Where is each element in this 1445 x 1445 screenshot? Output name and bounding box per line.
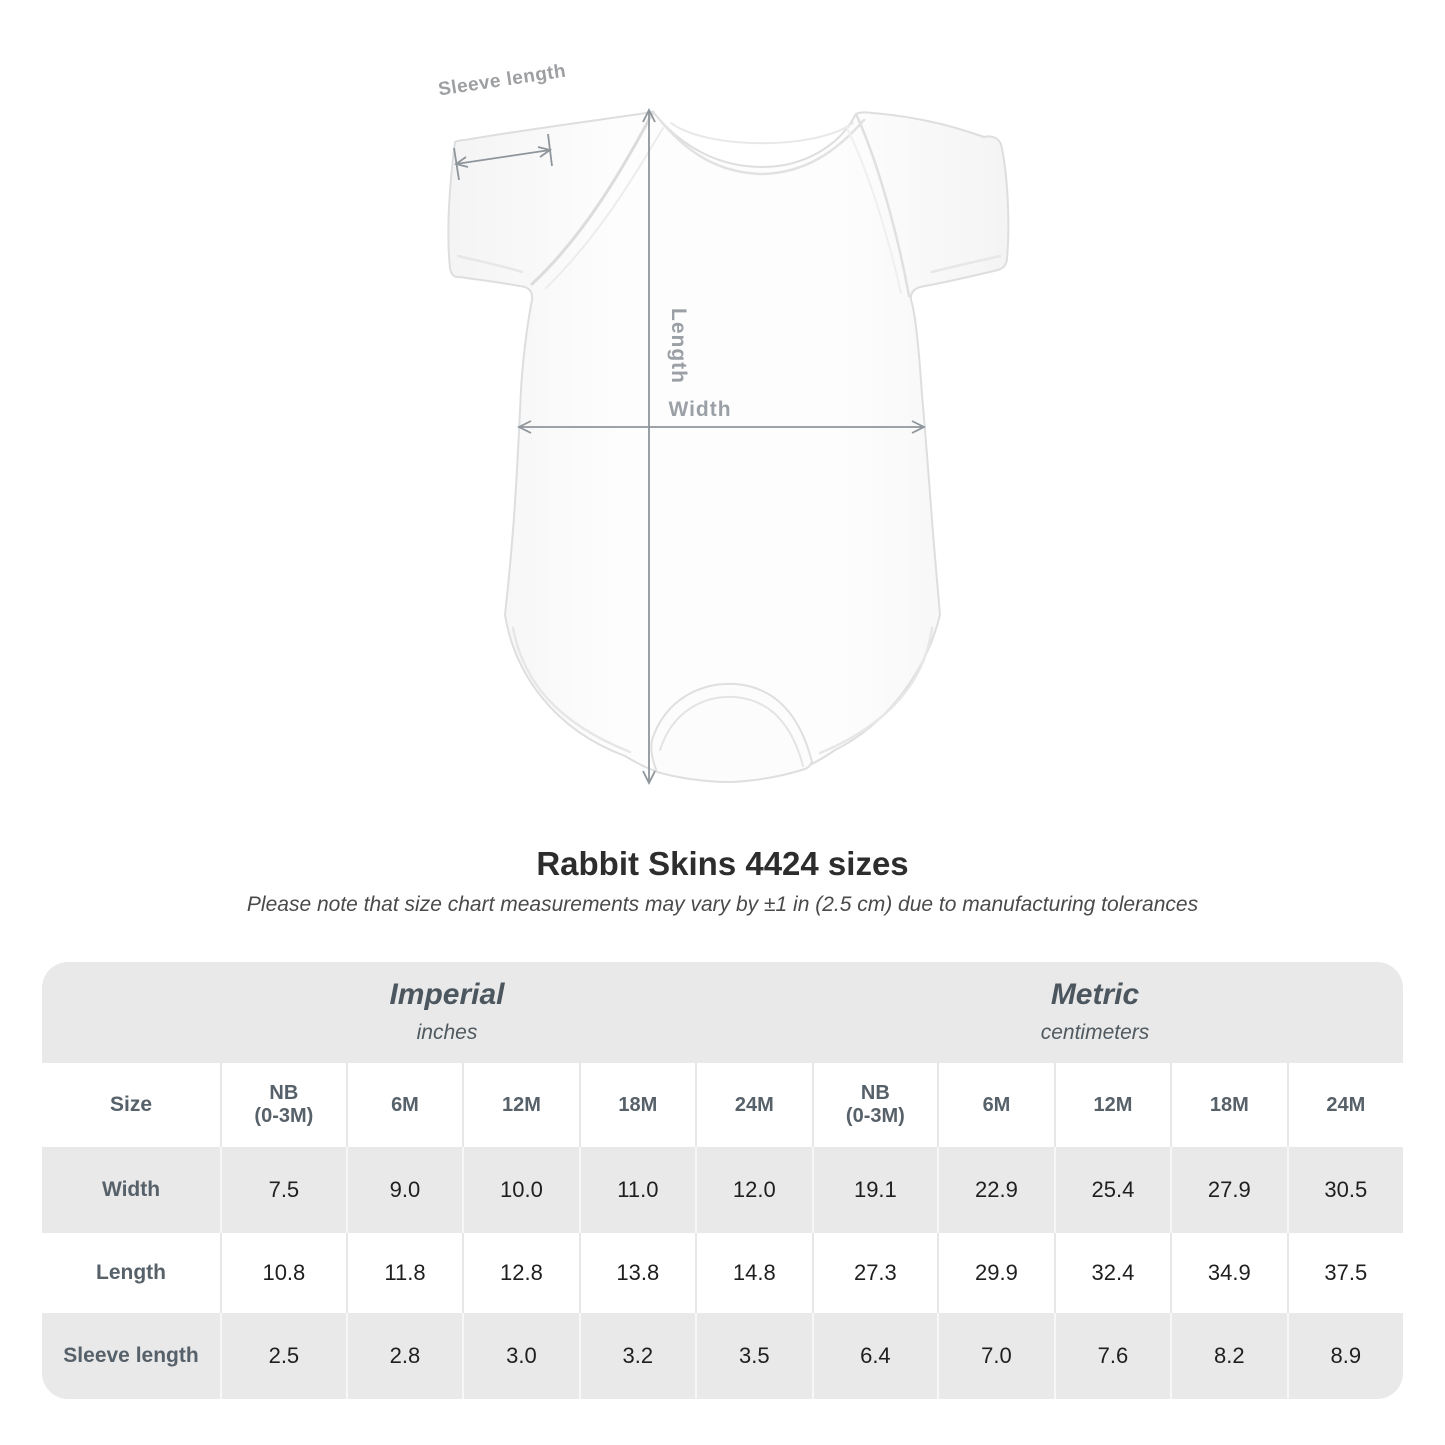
back-collar-seam (671, 123, 853, 143)
column-header: 18M (1170, 1063, 1286, 1147)
row-label: Length (96, 1260, 166, 1284)
value-cell: 10.8 (220, 1233, 346, 1313)
metric-label: Metric (1050, 978, 1140, 1011)
value-cell: 32.4 (1054, 1233, 1170, 1313)
table-row-width (42, 1147, 1403, 1233)
bodysuit-diagram (420, 50, 1040, 800)
value-cell: 27.9 (1170, 1147, 1286, 1233)
column-header: 24M (1287, 1063, 1403, 1147)
length-label: Length (667, 308, 690, 384)
imperial-group-header (389, 978, 504, 1045)
column-header: 12M (1054, 1063, 1170, 1147)
value-cell: 10.0 (462, 1147, 578, 1233)
value-cell: 19.1 (812, 1147, 938, 1233)
value-cell: 11.8 (346, 1233, 462, 1313)
value-cell: 30.5 (1287, 1147, 1403, 1233)
title-block (0, 845, 1445, 917)
column-header: 24M (695, 1063, 811, 1147)
bodysuit-illustration (448, 112, 1008, 782)
column-header: 12M (462, 1063, 578, 1147)
value-cell: 13.8 (579, 1233, 695, 1313)
value-cell: 11.0 (579, 1147, 695, 1233)
value-cell: 7.5 (220, 1147, 346, 1233)
column-header: NB (0-3M) (812, 1063, 938, 1147)
tolerance-note: Please note that size chart measurements may vary by ±1 in (2.5 cm) due to manufacturing tolerances (246, 893, 1199, 916)
table-row-length (42, 1233, 1403, 1313)
value-cell: 12.8 (462, 1233, 578, 1313)
metric-unit: centimeters (1040, 1021, 1150, 1044)
value-cell: 6.4 (812, 1313, 938, 1399)
column-header: NB (0-3M) (220, 1063, 346, 1147)
page-title: Rabbit Skins 4424 sizes (536, 845, 909, 882)
width-label: Width (668, 398, 732, 421)
metric-group-header (1041, 978, 1150, 1045)
value-cell: 7.0 (937, 1313, 1053, 1399)
value-cell: 22.9 (937, 1147, 1053, 1233)
value-cell: 3.0 (462, 1313, 578, 1399)
bodysuit-outline (448, 112, 1008, 782)
imperial-unit: inches (416, 1021, 478, 1044)
value-cell: 8.2 (1170, 1313, 1286, 1399)
column-header: 6M (937, 1063, 1053, 1147)
value-cell: 2.8 (346, 1313, 462, 1399)
table-row-sleeve-length (42, 1313, 1403, 1399)
value-cell: 9.0 (346, 1147, 462, 1233)
value-cell: 14.8 (695, 1233, 811, 1313)
imperial-label: Imperial (389, 978, 505, 1011)
value-cell: 37.5 (1287, 1233, 1403, 1313)
size-header-cell: Size (109, 1092, 153, 1116)
unit-group-header (42, 962, 1403, 1063)
column-header: 18M (579, 1063, 695, 1147)
value-cell: 34.9 (1170, 1233, 1286, 1313)
value-cell: 3.2 (579, 1313, 695, 1399)
row-label: Sleeve length (63, 1343, 199, 1367)
sleeve-length-label: Sleeve length (436, 60, 568, 101)
value-cell: 29.9 (937, 1233, 1053, 1313)
table-header-row (42, 1063, 1403, 1147)
value-cell: 2.5 (220, 1313, 346, 1399)
value-cell: 8.9 (1287, 1313, 1403, 1399)
row-label: Width (101, 1177, 161, 1201)
size-table (42, 962, 1403, 1399)
value-cell: 3.5 (695, 1313, 811, 1399)
value-cell: 27.3 (812, 1233, 938, 1313)
value-cell: 12.0 (695, 1147, 811, 1233)
value-cell: 25.4 (1054, 1147, 1170, 1233)
column-header: 6M (346, 1063, 462, 1147)
value-cell: 7.6 (1054, 1313, 1170, 1399)
